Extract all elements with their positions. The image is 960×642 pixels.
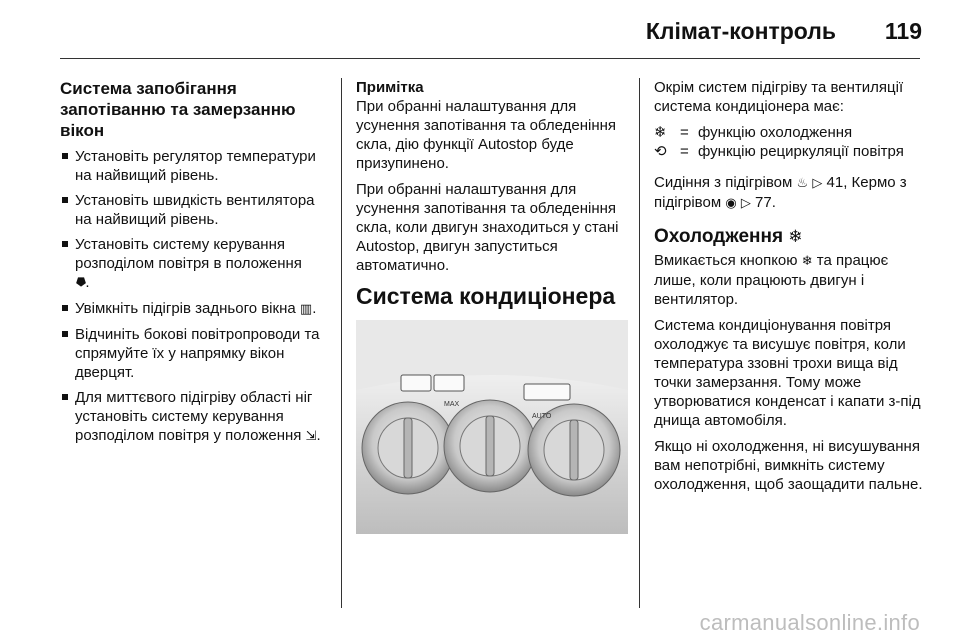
list-item-text: Увімкніть підігрів заднього вікна — [75, 300, 296, 317]
list-item — [60, 191, 330, 229]
body-paragraph: Вмикається кнопкою ❄ та працює лише, коли працюють двигун і вентилятор. — [654, 252, 889, 308]
feature-text: функцію рециркуляції повітря — [698, 143, 904, 160]
column-right — [654, 78, 926, 501]
list-item-text: Установіть швидкість вентилятора на найвищий рівень. — [75, 192, 315, 228]
snowflake-icon: ❄ — [801, 254, 813, 269]
list-item — [60, 147, 330, 185]
list-item: Установіть систему керування розподілом повітря в положення ⯂. — [60, 235, 330, 293]
note-paragraph: При обранні налаштування для усунення запотівання та обледеніння скла, дію функції Autostop буде призупинено. — [356, 98, 617, 172]
list-item-text: Установіть систему керування розподілом повітря в положення — [75, 236, 302, 272]
dial-label: MAX — [444, 401, 460, 408]
list-item — [60, 325, 330, 382]
header-rule — [60, 58, 920, 59]
steering-heating-icon: ◉ — [725, 196, 737, 211]
page-ref-arrow-icon: ▷ — [740, 196, 751, 211]
snowflake-icon: ❄ — [788, 227, 803, 247]
column-divider — [639, 78, 640, 608]
snowflake-icon: ❄ — [654, 123, 667, 141]
list-item: Для миттєвого підігріву області ніг установіть систему керування розподілом повітря у положення ⇲. — [60, 388, 330, 446]
seat-heating-icon: ♨ — [796, 176, 809, 191]
airflow-windscreen-icon: ⯂ — [75, 276, 86, 291]
intro-paragraph: Окрім систем підігріву та вентиляції система кондиціонера має: — [654, 79, 904, 115]
list-item-text: Відчиніть бокові повітропроводи та спрямуйте їх у напрямку вікон дверцят. — [75, 326, 320, 381]
list-item: Увімкніть підігрів заднього вікна ▥. — [60, 299, 330, 319]
page-ref[interactable]: 41 — [826, 174, 844, 191]
page-ref-arrow-icon: ▷ — [812, 176, 823, 191]
airflow-footwell-icon: ⇲ — [305, 429, 317, 444]
climate-panel-photo — [356, 320, 628, 534]
page-number: 119 — [884, 18, 922, 44]
body-paragraph: Якщо ні охолодження, ні висушування вам непотрібні, вимкніть систему охолодження, щоб заощадити пальне. — [654, 438, 923, 493]
feature-row: ❄ = функцію охолодження — [654, 123, 926, 142]
watermark: carmanualsonline.info — [699, 610, 920, 635]
subsection-heading: Охолодження ❄ — [654, 226, 803, 247]
note-heading: Примітка — [356, 79, 424, 96]
section-heading: Система кондиціонера — [356, 283, 616, 309]
climate-panel-illustration — [356, 320, 628, 534]
page-ref[interactable]: 77 — [755, 194, 772, 211]
feature-text: функцію охолодження — [698, 124, 853, 141]
cross-reference: Сидіння з підігрівом ♨ ▷ 41, Кермо з підігрівом ◉ ▷ 77. — [654, 174, 907, 211]
body-paragraph: Система кондиціонування повітря охолоджує та висушує повітря, коли температура ззовні трохи вища від точки замерзання. Тому може утворюватися конденсат і капати з-під днища автомобіля. — [654, 317, 921, 429]
column-divider — [341, 78, 342, 608]
header-title: Клімат-контроль — [645, 18, 836, 44]
feature-row: ⟲ = функцію рециркуляції повітря — [654, 142, 926, 161]
dial-label: AUTO — [532, 413, 552, 420]
column-middle — [356, 78, 628, 534]
section-heading: Система запобігання запотіванню та замерзанню вікон — [60, 79, 296, 140]
recirculation-icon: ⟲ — [654, 142, 667, 160]
note-paragraph: При обранні налаштування для усунення запотівання та обледеніння скла, коли двигун знаходиться у стані Autostop, двигун запуститься автоматично. — [356, 181, 619, 274]
column-left — [60, 78, 330, 446]
list-item-text: Для миттєвого підігріву області ніг установіть систему керування розподілом повітря у положення — [75, 389, 313, 444]
rear-window-heating-icon: ▥ — [299, 302, 313, 317]
list-item-text: Установіть регулятор температури на найвищий рівень. — [75, 148, 316, 184]
